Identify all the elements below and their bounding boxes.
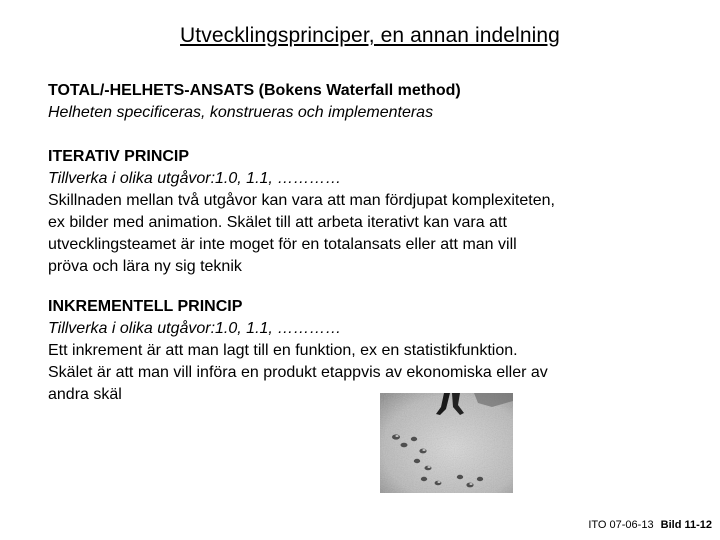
section-heading: INKREMENTELL PRINCIP [48,298,243,315]
section-total-ansats [48,80,668,124]
body-line: utvecklingsteamet är inte moget för en totalansats eller att man vill [48,236,517,253]
slide-number: Bild 11-12 [660,519,712,531]
section-subheading: Helheten specificeras, konstrueras och implementeras [48,104,434,121]
body-line: andra skäl [48,386,122,403]
body-line: Skälet är att man vill införa en produkt etappvis av ekonomiska eller av [48,364,548,381]
section-iterativ-princip [48,146,668,278]
section-heading: TOTAL/-HELHETS-ANSATS (Bokens Waterfall method) [48,82,461,99]
slide-footer [588,519,712,531]
section-subheading: Tillverka i olika utgåvor:1.0, 1.1, ………… [48,170,342,187]
body-line: pröva och lära ny sig teknik [48,258,242,275]
slide-title: Utvecklingsprinciper, en annan indelning [180,24,560,47]
section-inkrementell-princip [48,296,668,406]
body-line: ex bilder med animation. Skälet till att arbeta iterativt kan vara att [48,214,507,231]
section-heading: ITERATIV PRINCIP [48,148,190,165]
body-line: Ett inkrement är att man lagt till en funktion, ex en statistikfunktion. [48,342,518,359]
footer-text: ITO 07-06-13 [588,519,654,531]
body-line: Skillnaden mellan två utgåvor kan vara att man fördjupat komplexiteten, [48,192,555,209]
footprints-in-sand-photo [380,393,513,493]
section-subheading: Tillverka i olika utgåvor:1.0, 1.1, ………… [48,320,342,337]
